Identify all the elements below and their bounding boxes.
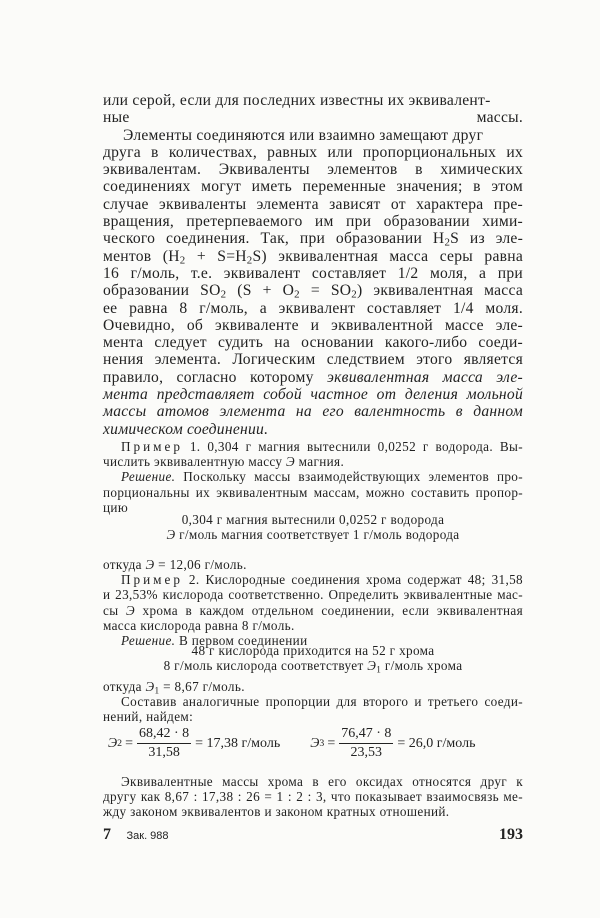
text-segment: ментов (H (103, 247, 180, 265)
text-segment: 2. Кислородные соединения хрома содержат 48; 31,58 (182, 572, 523, 588)
text-line (103, 161, 523, 178)
text-segment: моля, а при (418, 264, 523, 282)
signature-mark: 7 (103, 826, 111, 843)
text-line (103, 658, 523, 673)
text-segment: эквивалентная масса эле- (327, 368, 523, 386)
text-segment: 2 (444, 237, 451, 250)
text-line (103, 127, 523, 144)
text-line (103, 694, 523, 709)
text-segment: + S=H (185, 247, 247, 265)
main-paragraphs (103, 92, 523, 438)
text-line (103, 804, 523, 819)
result-text (103, 679, 523, 725)
text-segment: 1/2 (397, 264, 419, 282)
text-line (103, 351, 523, 368)
text-line (103, 300, 523, 317)
text-segment: S) эквивалентная масса серы равна (252, 247, 523, 265)
text-segment: другу как 8,67 : 17,38 : 26 = 1 : 2 : 3, что показывает взаимосвязь ме- (103, 789, 523, 805)
text-segment: нений, найдем: (103, 709, 194, 725)
proportion-1 (103, 512, 523, 542)
text-segment: сы (103, 602, 126, 618)
text-line (103, 603, 523, 618)
text-line (103, 317, 523, 334)
text-segment: Решение. (121, 633, 176, 649)
result: = 26,0 г/моль (397, 735, 476, 751)
equals: = (327, 735, 336, 751)
text-segment: = 12,06 г/моль. (154, 557, 247, 572)
text-segment: мента представляет собой частное от деления мольной (103, 386, 523, 404)
text-segment: случае эквиваленты элемента зависят от характера пре- (103, 195, 523, 213)
text-segment: масса кислорода равна 8 г/моль. (103, 617, 295, 633)
text-line (103, 789, 523, 804)
text-segment: 2 (294, 288, 300, 301)
text-line (103, 587, 523, 602)
text-line (103, 213, 523, 230)
text-line (103, 512, 523, 527)
page-number: 193 (499, 826, 523, 843)
text-line (103, 144, 523, 161)
text-segment: 1 (154, 685, 160, 696)
text-segment: 16 г/моль, т.е. эквивалент составляет (103, 264, 398, 282)
text-segment: ные массы. (103, 109, 523, 127)
text-line (103, 178, 523, 195)
text-line (103, 439, 523, 454)
order-number: Зак. 988 (126, 830, 169, 842)
text-line (103, 265, 523, 282)
text-segment: ческого соединения. Так, при образовании H (103, 230, 445, 248)
text-line (103, 109, 523, 126)
fraction (137, 726, 191, 761)
text-segment: числить эквивалентную массу (103, 454, 287, 470)
text-line (103, 386, 523, 403)
formula-e3: Э 3 = $\frac{76,47 \cdot 8}{23,53}$ = 26,0 г/моль (310, 726, 476, 760)
text-segment: друга в количествах, равных или пропорциональных их (103, 143, 523, 161)
text-segment: В первом соединении (175, 633, 308, 649)
text-line (103, 282, 523, 299)
text-segment: откуда (103, 679, 146, 694)
text-segment: Пример (121, 439, 183, 454)
conclusion (103, 774, 523, 820)
text-segment: соединениях могут иметь переменные значения; в этом (103, 178, 523, 196)
text-line (103, 709, 523, 724)
text-segment: ) эквивалентная масса (356, 282, 524, 300)
text-line (103, 230, 524, 250)
text-line (103, 403, 523, 420)
text-segment: = SO (299, 282, 352, 300)
text-segment: Поскольку массы взаимодействующих элементов про- (175, 469, 523, 485)
text-line (103, 421, 523, 438)
text-segment: 1. 0,304 г магния вытеснили 0,0252 г водорода. Вы- (182, 439, 523, 454)
text-line (103, 572, 523, 587)
symbol: Э (310, 735, 320, 751)
text-segment: эквивалентам. Эквиваленты элементов в химических (103, 161, 523, 179)
fraction (339, 726, 393, 761)
text-segment: или серой, если для последних известны их эквивалент- (103, 92, 491, 109)
text-segment: Э (286, 454, 296, 470)
text-line (103, 334, 523, 351)
text-segment: Пример (121, 572, 183, 588)
text-line (103, 643, 523, 658)
text-segment: массы атомов элемента на его валентность в данном (103, 403, 523, 421)
text-segment: 48 г кислорода приходится на 52 г хрома (191, 643, 435, 658)
proportion-2 (103, 643, 523, 673)
text-segment: образовании SO (103, 282, 221, 300)
text-segment: Очевидно, об эквиваленте и эквивалентной массе эле- (103, 316, 523, 334)
text-line (103, 196, 523, 213)
equivalent-formulas (108, 726, 528, 761)
numerator: 68,42 · 8 (137, 726, 191, 744)
text-segment: 2 (179, 254, 186, 267)
text-segment: = 8,67 г/моль. (159, 679, 245, 694)
text-line (103, 679, 523, 694)
text-segment: 2 (220, 288, 227, 301)
text-line (103, 469, 523, 484)
page-footer (103, 826, 523, 844)
text-segment: Э (367, 658, 377, 674)
text-segment: 2 (351, 288, 357, 301)
text-segment: Э (166, 527, 176, 543)
text-segment: Эквивалентные массы хрома в его оксидах относятся друг к (121, 774, 523, 789)
text-segment: Составив аналогичные пропорции для второго и третьего соеди- (121, 694, 523, 710)
text-segment: Э (145, 679, 155, 694)
text-line (103, 774, 523, 789)
text-segment: г/моль магния соответствует 1 г/моль водорода (175, 527, 460, 543)
numerator: 76,47 · 8 (339, 726, 393, 744)
text-line (103, 248, 523, 265)
text-segment: ее равна 8 г/моль, а эквивалент составляет (103, 299, 453, 317)
denominator: 31,58 (148, 745, 180, 760)
text-segment: г/моль хрома (381, 658, 463, 674)
text-segment: правило, согласно которому (103, 368, 328, 386)
text-segment: 8 г/моль кислорода соответствует (163, 658, 368, 674)
text-segment: магния. (295, 454, 345, 470)
text-segment: Решение. (121, 469, 176, 485)
text-segment: жду законом эквивалентов и законом кратных отношений. (103, 804, 450, 820)
text-segment: откуда (103, 557, 146, 572)
symbol: Э (108, 735, 118, 751)
text-line (103, 618, 523, 633)
text-segment: моля. (473, 299, 523, 317)
text-line (103, 557, 523, 572)
text-segment: S из эле- (450, 230, 524, 248)
example-2 (103, 557, 523, 648)
text-segment: 0,304 г магния вытеснили 0,0252 г водорода (181, 512, 445, 527)
text-line (103, 485, 523, 500)
text-segment: мента следует судить на основании какого-либо соеди- (103, 334, 523, 352)
text-line (103, 92, 523, 109)
example-1 (103, 439, 523, 515)
text-segment: 1 (376, 664, 382, 675)
text-segment: химическом соединении. (103, 420, 269, 438)
text-segment: цию (103, 499, 129, 515)
text-segment: (S + O (226, 282, 295, 300)
text-segment: Элементы соединяются или взаимно замещают друг (123, 126, 484, 144)
text-line (103, 369, 523, 386)
denominator: 23,53 (350, 745, 383, 760)
text-segment: нения элемента. Логическим следствием этого является (103, 351, 523, 369)
text-line (103, 527, 523, 542)
text-segment: 2 (246, 254, 253, 267)
text-segment: Э (145, 557, 155, 572)
text-segment: порциональны их эквивалентным массам, можно составить пропор- (103, 484, 523, 500)
formula-e2: Э 2 = $\frac{68,42 \cdot 8}{31,58}$ = 17,38 г/моль (108, 726, 281, 760)
text-segment: и 23,53% кислорода соответственно. Определить эквивалентные мас- (103, 587, 523, 603)
text-segment: вращения, претерпеваемого им при образовании хими- (103, 213, 523, 231)
result: = 17,38 г/моль (195, 735, 281, 751)
equals: = (125, 735, 133, 751)
text-segment: Э (125, 602, 135, 618)
text-segment: хрома в каждом отдельном соединении, если эквивалентная (134, 602, 523, 618)
text-line (103, 454, 523, 469)
text-segment: 1/4 (452, 299, 474, 317)
